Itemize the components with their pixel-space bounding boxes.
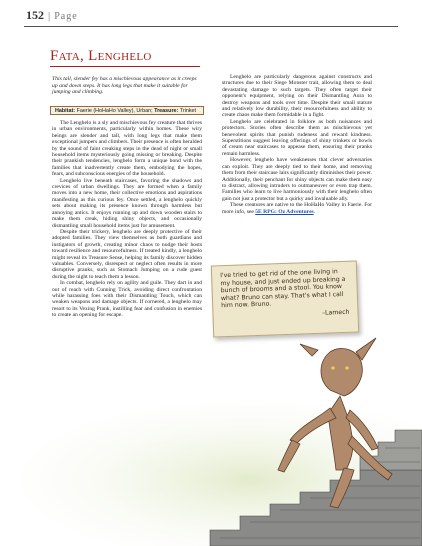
right-column — [222, 74, 372, 215]
header-separator: | — [48, 10, 51, 22]
habitat-stat-box — [50, 106, 204, 115]
body-paragraph: In combat, lenghelo rely on agility and guile. They dart in and out of reach with Cunning Trick, avoiding direct confrontation while harassing foes with their Dismantling Touch, which can weaken weapons and damage objects. If cornered, a lenghelo may resort to its Vexing Prank, instilling fear and confusion in enemies to create an opening for escape. — [52, 280, 202, 319]
header-label: Page — [54, 11, 78, 22]
body-paragraph: Lenghelo live beneath staircases, favoring the shadows and crevices of urban dwellings. They are formed when a family moves into a new home, their collective emotions and aspirations manifesting as this curious fey. Once settled, a lenghelo quickly sets about making its presence known through harmless but annoying antics. It enjoys running up and down wooden stairs to make them creak, hiding shiny objects, and occasionally dismantling small household items just for amusement. — [52, 177, 202, 229]
handwritten-note — [211, 260, 359, 337]
title-rule — [50, 66, 200, 67]
body-paragraph: Lenghelo are particularly dangerous against constructs and structures due to their Siege Monster trait, allowing them to deal devastating damage to such targets. They often target their opponent's equipment, relying on their Dismantling Aura to destroy weapons and tools over time. Despite their small stature and relatively low durability, their resourcefulness and ability to create chaos make them formidable in a fight. — [222, 74, 372, 119]
habitat-value: Faerie (HoHaHo Valley), Urban; — [76, 108, 153, 114]
closing-end: . — [313, 208, 316, 215]
body-paragraph: Despite their trickery, lenghelo are deeply protective of their adopted families. They view themselves as both guardians and instigators of growth, creating minor chaos to nudge their hosts toward resilience and resourcefulness. If treated kindly, a lenghelo might reveal its Treasure Sense, helping its family discover hidden valuables. Conversely, disrespect or neglect often results in more disruptive pranks, such as Stomach Jumping on a rude guest during the night to teach them a lesson. — [52, 228, 202, 280]
treasure-value: Trinket — [179, 108, 197, 114]
body-paragraph: Lenghelo are celebrated in folklore as both nuisances and protectors. Stories often describe them as mischievous yet benevolent spirits that punish rudeness and reward kindness. Superstitions suggest leaving offerings of shiny trinkets or bowls of cream near staircases to appease them, ensuring their pranks remain harmless. — [222, 118, 372, 157]
note-text: I've tried to get rid of the one living in my house, and just ended up breaking a bunch of brooms and a stool. You know what? Bruno can stay. That's what I call him now. Bruno. — [220, 268, 346, 310]
note-signature: –Lamech — [321, 308, 350, 317]
body-paragraph: The Lenghelo is a sly and mischievous fey creature that thrives in urban environments, particularly within homes. These wiry beings are slender and tall, with long legs that make them exceptional jumpers and climbers. Their presence is often heralded by the sound of faint creaking steps in the dead of night or small household items mysteriously going missing or breaking. Despite their prankish tendencies, lenghelo form a unique bond with the families that inadvertently create them, embodying the hopes, fears, and subconscious energies of the household. — [52, 120, 202, 178]
habitat-label: Habitat: — [55, 108, 76, 114]
page-title: Fata, Lenghelo — [50, 48, 152, 64]
intro-text: This tall, slender fey has a mischievous appearance as it creeps up and down steps. It has long legs that make it suitable for jumping and climbing. — [52, 76, 197, 96]
closing-paragraph — [222, 202, 372, 215]
body-paragraph: However, lenghelo have weaknesses that clever adversaries can exploit. They are deeply tied to their home, and removing them from their staircase lairs significantly diminishes their power. Additionally, their penchant for shiny objects can make them easy to distract, allowing intruders to outmaneuver or even trap them. Families who learn to live harmoniously with their lenghelo often gain not just a protector but a quirky and invaluable ally. — [222, 157, 372, 202]
treasure-label: Treasure: — [154, 108, 179, 114]
oz-adventures-link[interactable]: 5E RPG: Oz Adventures — [255, 208, 314, 215]
page-number: 152 — [26, 8, 44, 22]
closing-text: These creatures are native to the HoHaHo Valley in Faerie. For more info, see — [222, 202, 372, 215]
left-column — [52, 120, 202, 319]
